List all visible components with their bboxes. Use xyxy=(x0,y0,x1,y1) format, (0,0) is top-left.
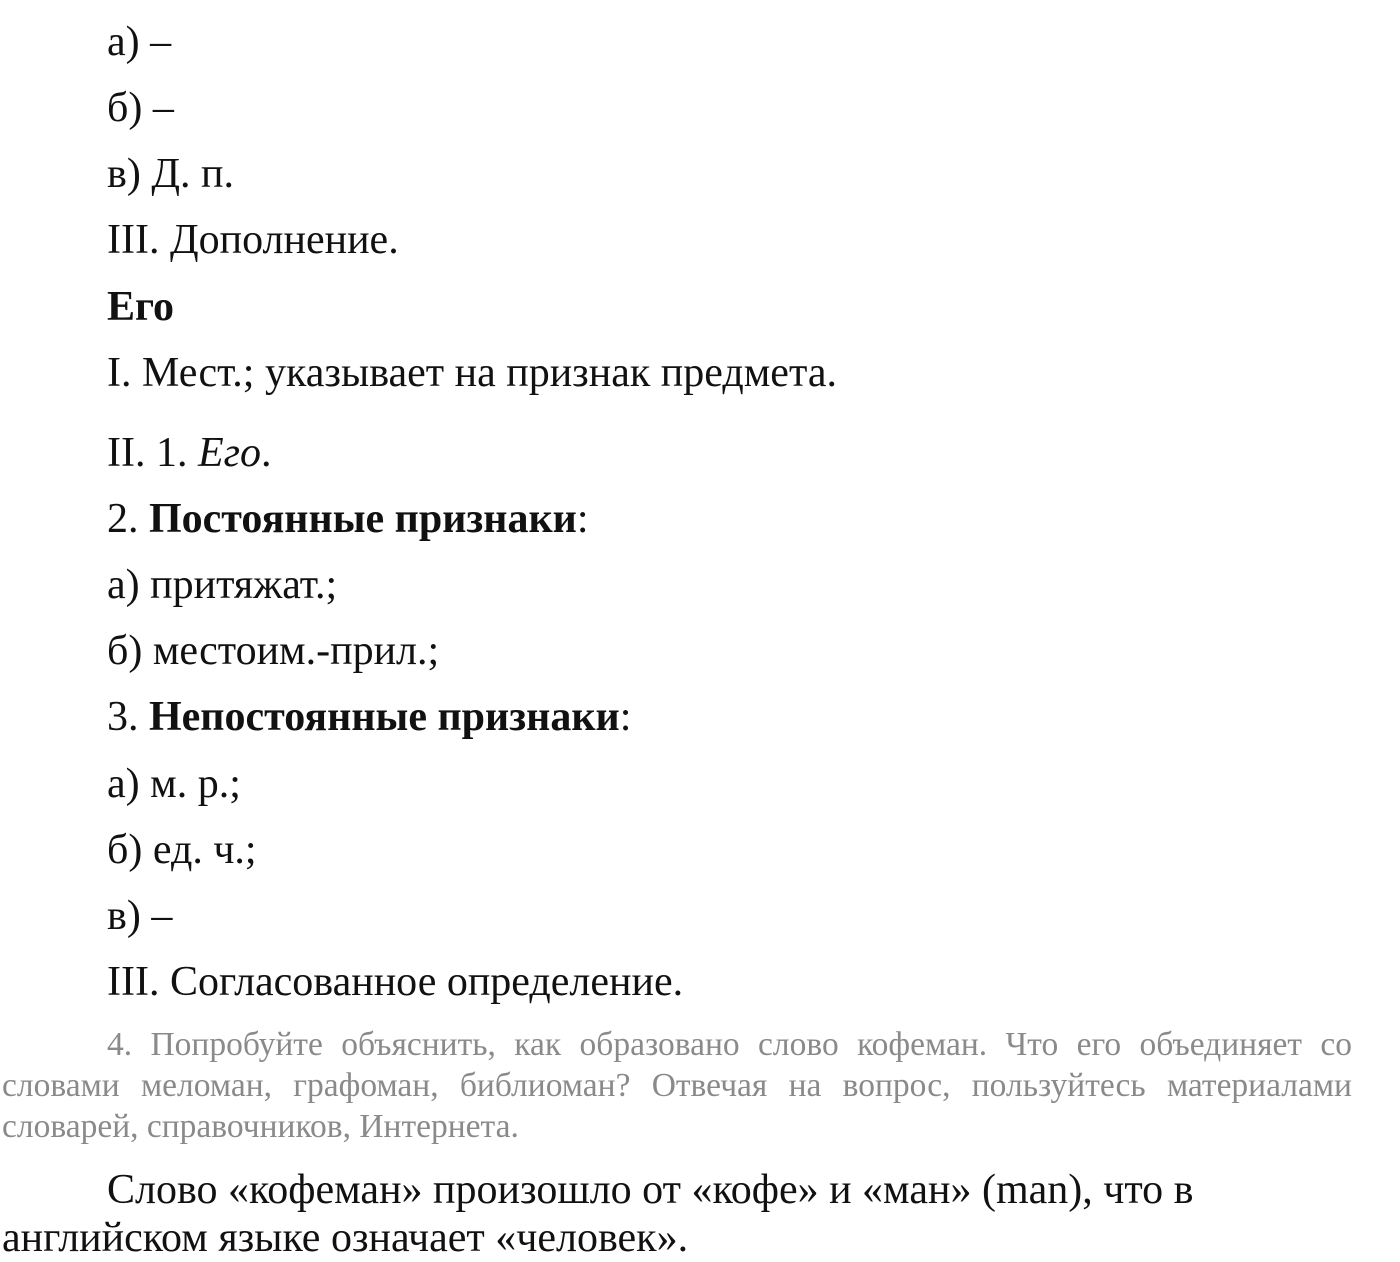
text-line xyxy=(107,494,589,544)
text-line: в) – xyxy=(107,893,173,939)
word-heading: Его xyxy=(107,284,175,330)
item-number: II. 1. xyxy=(107,430,188,476)
text-line: в) Д. п. xyxy=(107,151,234,197)
item-number: 2. xyxy=(107,496,139,542)
text-line: а) притяжат.; xyxy=(107,562,338,608)
text-line xyxy=(107,692,631,742)
item-number: 3. xyxy=(107,694,139,740)
section-heading: Постоянные признаки xyxy=(149,496,577,542)
italic-word: Его xyxy=(197,430,262,476)
text-line xyxy=(107,428,272,478)
exercise-question: 4. Попробуйте объяснить, как образовано слово кофеман. Что его объединяет со словами меломан, графоман, библиоман? Отвечая на вопрос, пользуйтесь материалами словарей, справочников, Интернета. xyxy=(2,1026,1352,1145)
text-line: III. Согласованное определение. xyxy=(107,959,684,1005)
text-line: б) ед. ч.; xyxy=(107,827,257,873)
punctuation: . xyxy=(261,430,272,476)
punctuation: : xyxy=(619,694,632,740)
exercise-answer: Слово «кофеман» произошло от «кофе» и «ман» (man), что в английском языке означает «человек». xyxy=(2,1167,1194,1261)
text-line: а) – xyxy=(107,19,172,65)
text-line: б) местоим.-прил.; xyxy=(107,628,440,674)
punctuation: : xyxy=(576,496,589,542)
text-line: б) – xyxy=(107,85,174,131)
text-line: III. Дополнение. xyxy=(107,217,399,263)
text-line: а) м. р.; xyxy=(107,761,241,807)
text-line: I. Мест.; указывает на признак предмета. xyxy=(107,350,837,396)
section-heading: Непостоянные признаки xyxy=(149,694,620,740)
